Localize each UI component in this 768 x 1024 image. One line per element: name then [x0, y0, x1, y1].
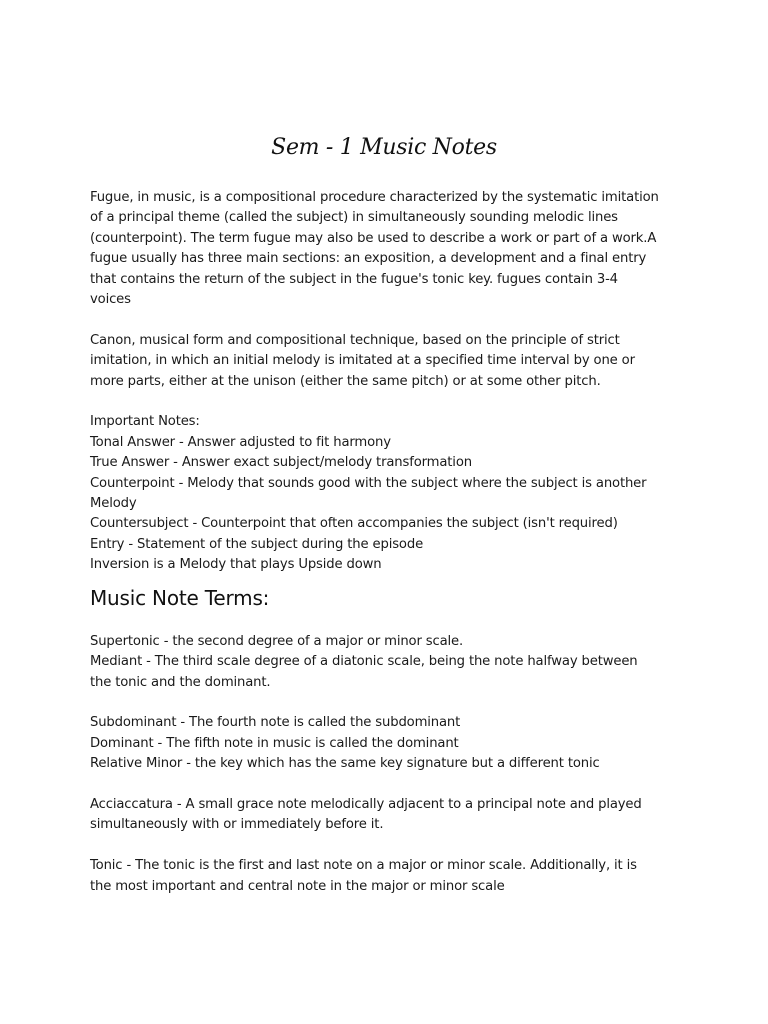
note-line: Counterpoint - Melody that sounds good with the subject where the subject is another: [90, 475, 647, 491]
term-line: Relative Minor - the key which has the same key signature but a different tonic: [90, 756, 600, 772]
text-line: voices: [90, 292, 131, 308]
paragraph-spacer: [90, 392, 680, 412]
term-line: Tonic - The tonic is the first and last note on a major or minor scale. Additionally, it is: [90, 858, 637, 874]
paragraph-spacer: [90, 836, 680, 856]
term-line: Dominant - The fifth note in music is called the dominant: [90, 735, 459, 751]
text-line: (counterpoint). The term fugue may also be used to describe a work or part of a work.A: [90, 230, 657, 246]
note-line: Inversion is a Melody that plays Upside down: [90, 557, 382, 573]
term-line: Mediant - The third scale degree of a diatonic scale, being the note halfway between: [90, 654, 638, 670]
terms-group-1: [90, 632, 680, 693]
term-line: Supertonic - the second degree of a major or minor scale.: [90, 633, 464, 649]
page-title: Sem - 1 Music Notes: [271, 135, 497, 160]
text-line: Fugue, in music, is a compositional procedure characterized by the systematic imitation: [90, 190, 659, 205]
paragraph-spacer: [90, 775, 680, 795]
text-line: Canon, musical form and compositional technique, based on the principle of strict: [90, 332, 620, 348]
text-line: that contains the return of the subject in the fugue's tonic key. fugues contain 3-4: [90, 271, 618, 287]
term-line: Acciaccatura - A small grace note melodically adjacent to a principal note and played: [90, 796, 642, 812]
note-line: Entry - Statement of the subject during the episode: [90, 536, 424, 552]
text-line: imitation, in which an initial melody is imitated at a specified time interval by one or: [90, 353, 635, 369]
note-line: Melody: [90, 496, 137, 512]
terms-group-2: [90, 713, 680, 774]
text-line: more parts, either at the unison (either the same pitch) or at some other pitch.: [90, 373, 601, 389]
term-line: the most important and central note in the major or minor scale: [90, 878, 505, 894]
canon-paragraph: [90, 331, 680, 392]
term-line: simultaneously with or immediately before it.: [90, 817, 384, 833]
text-line: of a principal theme (called the subject) in simultaneously sounding melodic lines: [90, 210, 618, 226]
document-body: [90, 188, 680, 897]
term-line: Subdominant - The fourth note is called the subdominant: [90, 715, 461, 731]
text-line: fugue usually has three main sections: an exposition, a development and a final entry: [90, 251, 647, 267]
section-heading-wrap: [90, 576, 680, 632]
term-line: the tonic and the dominant.: [90, 674, 271, 690]
section-heading: Music Note Terms:: [90, 585, 270, 610]
important-notes-list: [90, 412, 680, 575]
note-line: Tonal Answer - Answer adjusted to fit harmony: [90, 434, 391, 450]
terms-group-3: [90, 795, 680, 836]
important-notes-heading: Important Notes:: [90, 414, 200, 430]
paragraph-spacer: [90, 310, 680, 330]
note-line: True Answer - Answer exact subject/melody transformation: [90, 455, 472, 471]
fugue-paragraph: [90, 188, 680, 310]
paragraph-spacer: [90, 693, 680, 713]
terms-group-4: [90, 856, 680, 897]
note-line: Countersubject - Counterpoint that often accompanies the subject (isn't required): [90, 516, 618, 532]
